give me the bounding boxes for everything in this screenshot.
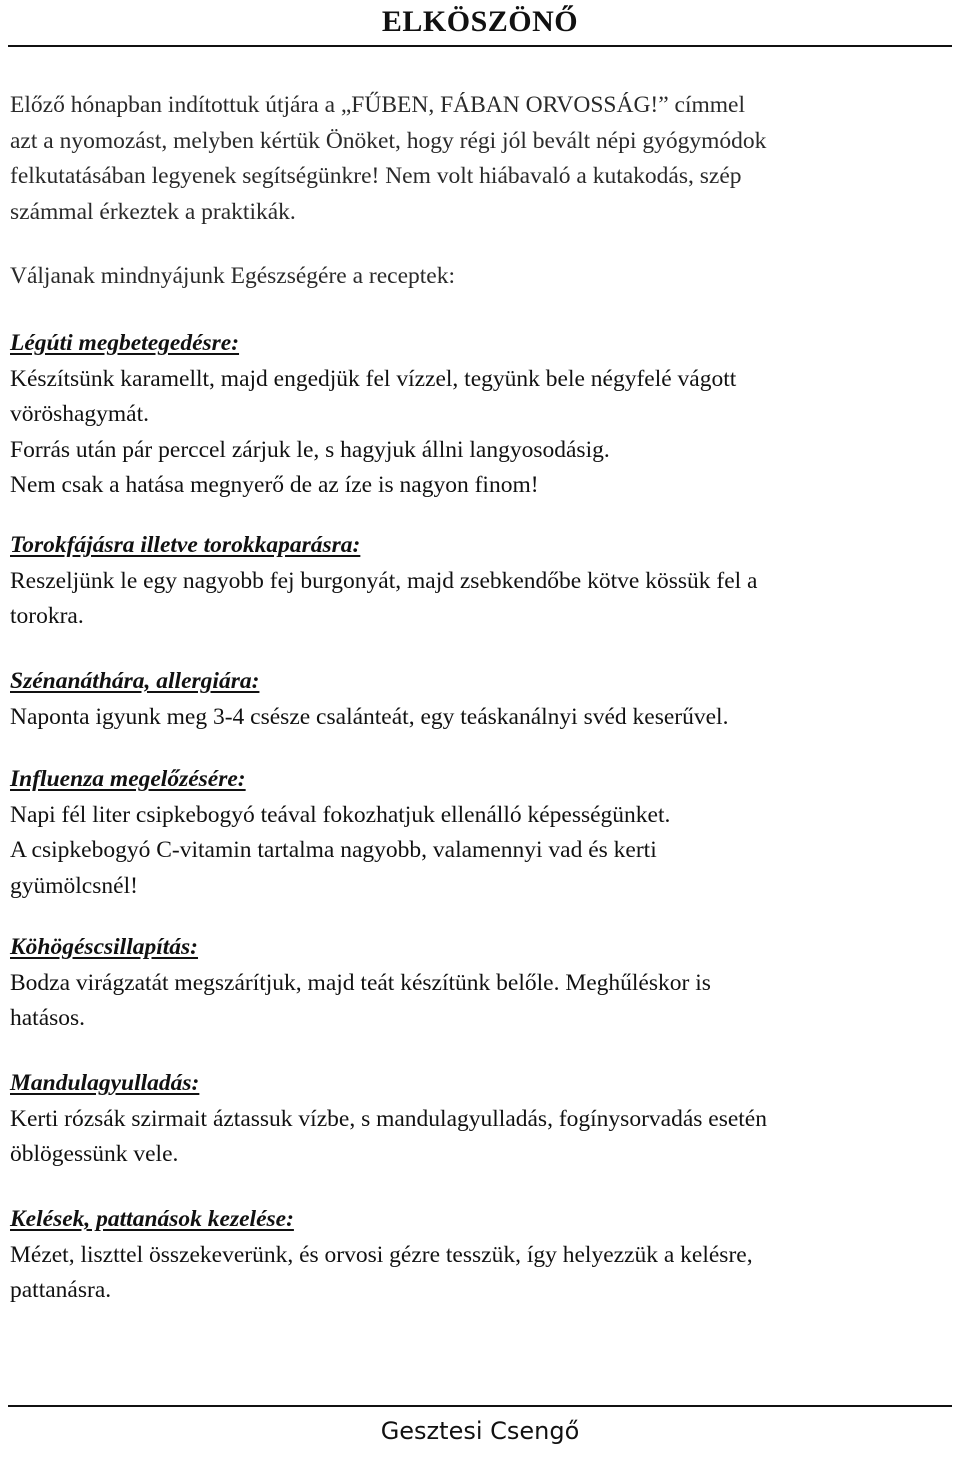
section-heading: Légúti megbetegedésre: bbox=[10, 330, 240, 356]
section-line: gyümölcsnél! bbox=[10, 872, 138, 899]
section-line: hatásos. bbox=[10, 1005, 86, 1031]
remedy-section-tonsillitis bbox=[10, 1066, 945, 1173]
section-heading: Mandulagyulladás: bbox=[10, 1070, 200, 1096]
section-line: Nem csak a hatása megnyerő de az íze is nagyon finom! bbox=[10, 472, 539, 498]
top-divider bbox=[8, 45, 952, 47]
section-line: Mézet, liszttel összekeverünk, és orvosi gézre tesszük, így helyezzük a kelésre, bbox=[10, 1241, 753, 1268]
intro-line: felkutatásában legyenek segítségünkre! Nem volt hiábavaló a kutakodás, szép bbox=[10, 163, 742, 189]
section-line: Bodza virágzatát megszárítjuk, majd teát készítünk belőle. Meghűléskor is bbox=[10, 969, 711, 996]
section-line: Napi fél liter csipkebogyó teával fokozhatjuk ellenálló képességünket. bbox=[10, 801, 671, 828]
remedy-section-respiratory bbox=[10, 326, 945, 504]
section-heading: Köhögéscsillapítás: bbox=[10, 934, 199, 960]
section-line: pattanásra. bbox=[10, 1277, 112, 1303]
remedy-section-influenza bbox=[10, 762, 945, 904]
remedy-section-sore-throat bbox=[10, 528, 945, 635]
wish-paragraph bbox=[10, 259, 945, 295]
section-line: A csipkebogyó C-vitamin tartalma nagyobb, valamennyi vad és kerti bbox=[10, 837, 657, 863]
section-line: Készítsünk karamellt, majd engedjük fel vízzel, tegyünk bele négyfelé vágott bbox=[10, 365, 737, 392]
intro-line: azt a nyomozást, melyben kértük Önöket, hogy régi jól bevált népi gyógymódok bbox=[10, 127, 767, 154]
section-heading: Torokfájásra illetve torokkaparásra: bbox=[10, 532, 361, 558]
section-heading: Influenza megelőzésére: bbox=[10, 766, 246, 792]
section-line: Forrás után pár perccel zárjuk le, s hagyjuk állni langyosodásig. bbox=[10, 436, 610, 463]
wish-line: Váljanak mindnyájunk Egészségére a receptek: bbox=[10, 263, 455, 289]
intro-paragraph bbox=[10, 88, 945, 230]
section-line: torokra. bbox=[10, 603, 84, 629]
section-line: vöröshagymát. bbox=[10, 401, 150, 427]
section-line: Naponta igyunk meg 3-4 csésze csalánteát, egy teáskanálnyi svéd keserűvel. bbox=[10, 703, 729, 730]
section-heading: Kelések, pattanások kezelése: bbox=[10, 1206, 294, 1232]
intro-line: Előző hónapban indítottuk útjára a „FŰBEN, FÁBAN ORVOSSÁG!” címmel bbox=[10, 92, 746, 118]
intro-line: számmal érkeztek a praktikák. bbox=[10, 198, 296, 225]
remedy-section-pimples bbox=[10, 1202, 945, 1309]
section-line: Kerti rózsák szirmait áztassuk vízbe, s mandulagyulladás, fogínysorvadás esetén bbox=[10, 1105, 767, 1132]
section-heading: Szénanáthára, allergiára: bbox=[10, 668, 260, 694]
remedy-section-cough bbox=[10, 930, 945, 1037]
document-title: ELKÖSZÖNŐ bbox=[381, 5, 579, 38]
bottom-divider bbox=[8, 1405, 952, 1407]
author-signature: Gesztesi Csengő bbox=[380, 1417, 580, 1445]
section-line: Reszeljünk le egy nagyobb fej burgonyát, majd zsebkendőbe kötve kössük fel a bbox=[10, 567, 758, 594]
section-line: öblögessünk vele. bbox=[10, 1141, 179, 1167]
remedy-section-allergy bbox=[10, 664, 945, 735]
